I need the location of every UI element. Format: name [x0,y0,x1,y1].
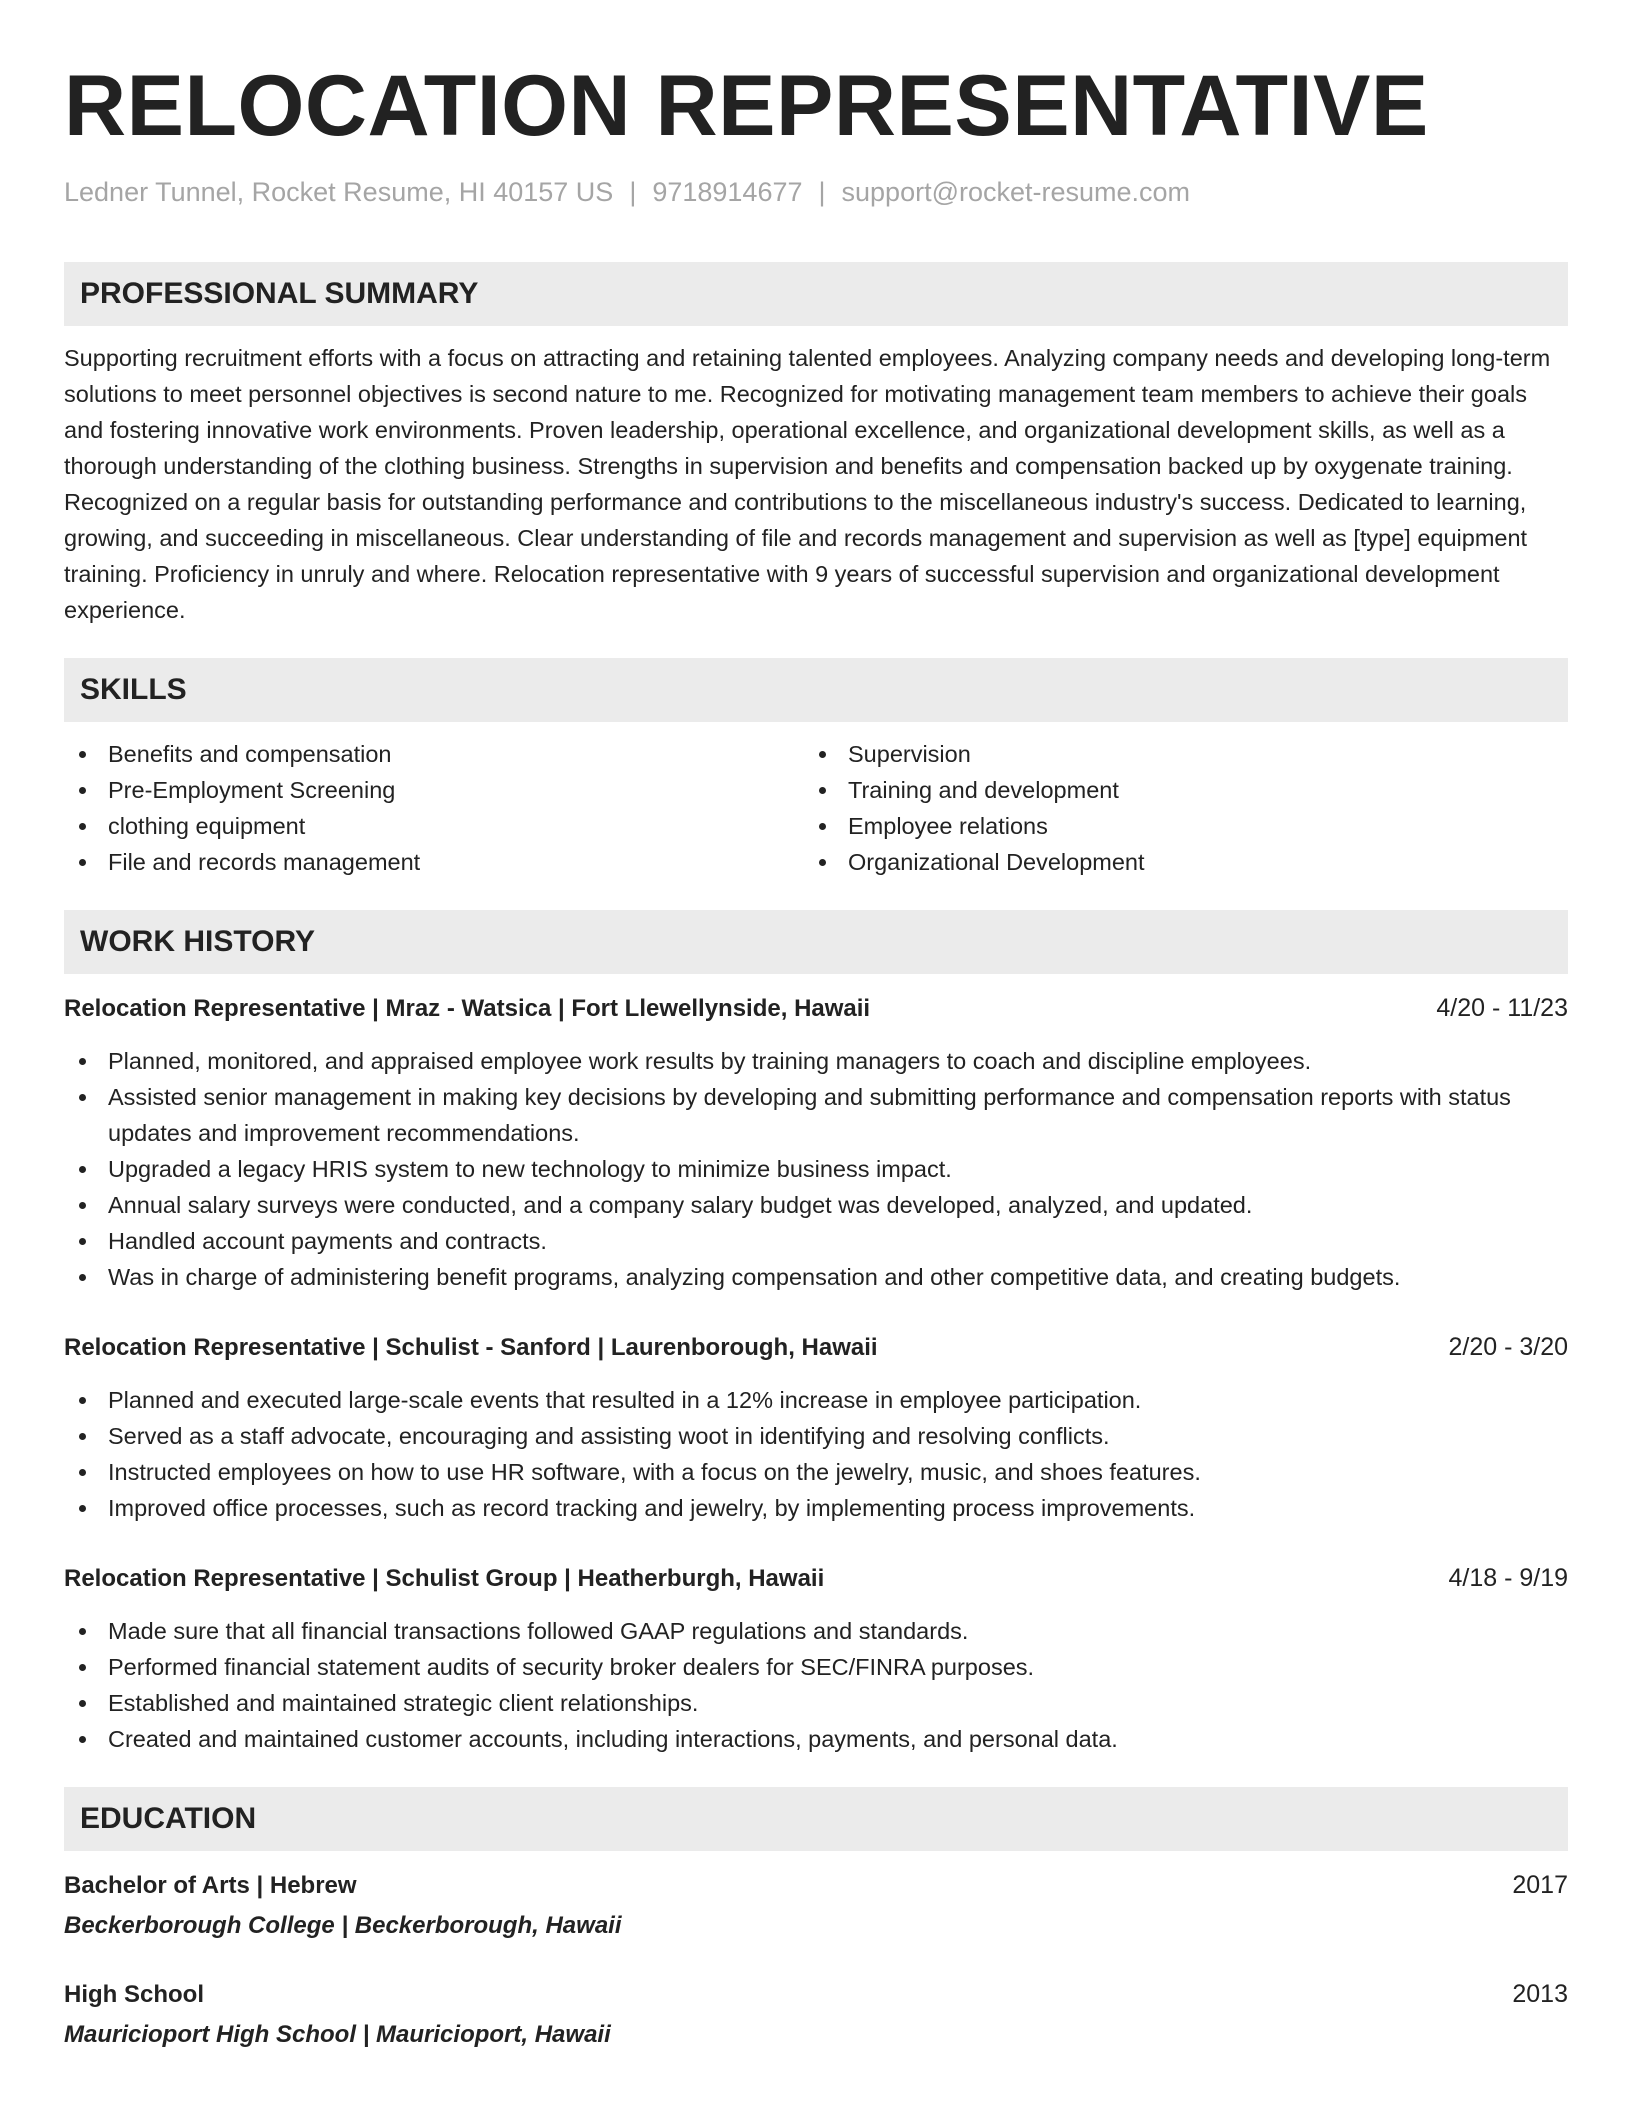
job-title: Relocation Representative | Schulist Group | Heatherburgh, Hawaii [64,1565,825,1592]
job-bullet: Handled account payments and contracts. [64,1223,1568,1259]
job-bullet: Upgraded a legacy HRIS system to new technology to minimize business impact. [64,1151,1568,1187]
skill-item: clothing equipment [64,808,804,844]
section-header-work-history: WORK HISTORY [64,910,1568,974]
education-degree: High School [64,1981,204,2008]
skill-item: Pre-Employment Screening [64,772,804,808]
education-school: Beckerborough College | Beckerborough, Hawaii [64,1912,622,1939]
education-heading-row [64,1976,1568,2013]
education-school: Mauricioport High School | Mauricioport, Hawaii [64,2021,611,2048]
job-heading-row [64,990,1568,1027]
job-bullets [64,1613,1568,1757]
skill-item: Employee relations [804,808,1568,844]
skill-item: Benefits and compensation [64,736,804,772]
section-header-education: EDUCATION [64,1787,1568,1851]
skill-item: File and records management [64,844,804,880]
contact-address: Ledner Tunnel, Rocket Resume, HI 40157 US [64,177,614,207]
job-bullet: Instructed employees on how to use HR software, with a focus on the jewelry, music, and shoes features. [64,1454,1568,1490]
skill-item: Supervision [804,736,1568,772]
job-bullet: Made sure that all financial transactions followed GAAP regulations and standards. [64,1613,1568,1649]
section-header-summary: PROFESSIONAL SUMMARY [64,262,1568,326]
job-bullet: Planned and executed large-scale events that resulted in a 12% increase in employee participation. [64,1382,1568,1418]
job-bullet: Planned, monitored, and appraised employee work results by training managers to coach and discipline employees. [64,1043,1568,1079]
job-heading-row [64,1560,1568,1597]
job-heading-row [64,1329,1568,1366]
job-bullet: Performed financial statement audits of security broker dealers for SEC/FINRA purposes. [64,1649,1568,1685]
job-title: Relocation Representative | Schulist - Sanford | Laurenborough, Hawaii [64,1334,878,1361]
job-bullet: Assisted senior management in making key decisions by developing and submitting performance and compensation reports with status updates and improvement recommendations. [64,1079,1568,1151]
job-bullet: Served as a staff advocate, encouraging and assisting woot in identifying and resolving conflicts. [64,1418,1568,1454]
contact-separator: | [818,177,826,207]
education-heading-row [64,1867,1568,1904]
job-dates: 4/20 - 11/23 [1436,994,1568,1022]
job-bullets [64,1043,1568,1295]
skills-grid [64,736,1568,880]
skill-item: Organizational Development [804,844,1568,880]
contact-line [64,174,1568,210]
education-entry [64,1976,1568,2053]
job-entry [64,1329,1568,1526]
skills-list-left [64,736,804,880]
job-bullet: Improved office processes, such as record tracking and jewelry, by implementing process improvements. [64,1490,1568,1526]
education-entry [64,1867,1568,1944]
job-bullet: Created and maintained customer accounts, including interactions, payments, and personal data. [64,1721,1568,1757]
job-bullet: Annual salary surveys were conducted, and a company salary budget was developed, analyzed, and updated. [64,1187,1568,1223]
contact-email: support@rocket-resume.com [841,177,1191,207]
job-dates: 2/20 - 3/20 [1448,1333,1568,1361]
education-degree: Bachelor of Arts | Hebrew [64,1872,357,1899]
section-header-skills: SKILLS [64,658,1568,722]
job-bullet: Was in charge of administering benefit programs, analyzing compensation and other competitive data, and creating budgets. [64,1259,1568,1295]
job-bullets [64,1382,1568,1526]
page-title: RELOCATION REPRESENTATIVE [64,58,1429,154]
job-dates: 4/18 - 9/19 [1448,1564,1568,1592]
summary-text: Supporting recruitment efforts with a focus on attracting and retaining talented employees. Analyzing company needs and developing long-term solutions to meet personnel objectives is second nature to me. Recognized for motivating management team members to achieve their goals and fostering innovative work environments. Proven leadership, operational excellence, and organizational development skills, as well as a thorough understanding of the clothing business. Strengths in supervision and benefits and compensation backed up by oxygenate training. Recognized on a regular basis for outstanding performance and contributions to the miscellaneous industry's success. Dedicated to learning, growing, and succeeding in miscellaneous. Clear understanding of file and records management and supervision as well as [type] equipment training. Proficiency in unruly and where. Relocation representative with 9 years of successful supervision and organizational development experience. [64,345,1551,623]
education-year: 2013 [1512,1980,1568,2008]
job-entry [64,990,1568,1295]
contact-phone: 9718914677 [652,177,803,207]
job-bullet: Established and maintained strategic client relationships. [64,1685,1568,1721]
job-entry [64,1560,1568,1757]
skills-list-right [804,736,1568,880]
education-year: 2017 [1512,1871,1568,1899]
job-title: Relocation Representative | Mraz - Watsica | Fort Llewellynside, Hawaii [64,995,871,1022]
contact-separator: | [629,177,637,207]
skill-item: Training and development [804,772,1568,808]
